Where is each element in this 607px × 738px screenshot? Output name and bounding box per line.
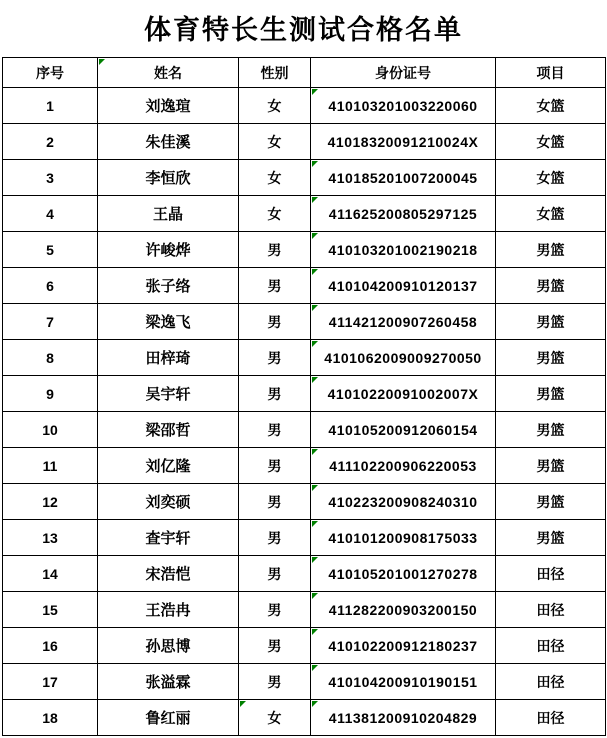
cell-event (496, 232, 606, 268)
cell-no (3, 88, 98, 124)
cell-id (311, 376, 496, 412)
cell-gender (239, 556, 311, 592)
cell-name-text: 许峻烨 (145, 242, 191, 259)
cell-no-text: 14 (42, 565, 58, 582)
cell-event (496, 628, 606, 664)
cell-name (98, 484, 239, 520)
cell-no (3, 484, 98, 520)
cell-name (98, 376, 239, 412)
header-name-label: 姓名 (154, 64, 182, 81)
cell-event (496, 304, 606, 340)
cell-gender (239, 448, 311, 484)
cell-event-text: 田径 (536, 601, 565, 618)
cell-id-text: 41010220091002007X (327, 385, 479, 402)
cell-id (311, 700, 496, 736)
cell-gender-text: 女 (267, 97, 282, 114)
green-triangle-icon (312, 305, 318, 311)
green-triangle-icon (312, 341, 318, 347)
cell-event-text: 男篮 (536, 385, 565, 402)
cell-no-text: 18 (42, 709, 58, 726)
cell-id (311, 160, 496, 196)
table-row (3, 304, 606, 340)
cell-gender-text: 女 (267, 205, 282, 222)
table-row (3, 412, 606, 448)
cell-no-text: 2 (46, 133, 54, 150)
cell-id-text: 4101062009009270050 (324, 349, 482, 366)
cell-name (98, 88, 239, 124)
table-row (3, 340, 606, 376)
green-triangle-icon (312, 629, 318, 635)
table-row (3, 88, 606, 124)
green-triangle-icon (312, 485, 318, 491)
cell-id-text: 411625200805297125 (328, 205, 478, 222)
cell-no-text: 5 (46, 241, 54, 258)
cell-no (3, 700, 98, 736)
cell-name (98, 412, 239, 448)
cell-name (98, 556, 239, 592)
header-gender-label: 性别 (260, 64, 289, 81)
cell-no-text: 13 (42, 529, 58, 546)
cell-gender-text: 男 (267, 457, 282, 474)
cell-gender (239, 376, 311, 412)
cell-event-text: 女篮 (536, 169, 565, 186)
cell-gender (239, 412, 311, 448)
cell-event (496, 520, 606, 556)
cell-name-text: 王浩冉 (145, 602, 191, 619)
table-row (3, 484, 606, 520)
cell-name (98, 304, 239, 340)
cell-event-text: 田径 (536, 709, 565, 726)
cell-gender-text: 男 (267, 601, 282, 618)
cell-no (3, 412, 98, 448)
cell-id (311, 88, 496, 124)
cell-no-text: 10 (42, 421, 58, 438)
cell-id-text: 410105200912060154 (328, 421, 478, 438)
cell-id-text: 410185201007200045 (328, 169, 478, 186)
table-row (3, 520, 606, 556)
cell-event (496, 448, 606, 484)
cell-name-text: 刘奕硕 (145, 494, 191, 511)
cell-no (3, 556, 98, 592)
cell-name-text: 朱佳溪 (145, 134, 191, 151)
cell-event-text: 田径 (536, 637, 565, 654)
cell-gender-text: 男 (267, 493, 282, 510)
cell-name (98, 160, 239, 196)
cell-id (311, 340, 496, 376)
cell-gender-text: 女 (267, 169, 282, 186)
cell-id-text: 410102200912180237 (328, 637, 478, 654)
cell-id (311, 268, 496, 304)
page-title: 体育特长生测试合格名单 (144, 15, 463, 45)
cell-name-text: 孙思博 (145, 638, 191, 655)
cell-gender (239, 196, 311, 232)
cell-event-text: 田径 (536, 673, 565, 690)
cell-event-text: 男篮 (536, 277, 565, 294)
cell-id-text: 411381200910204829 (328, 709, 478, 726)
green-triangle-icon (312, 269, 318, 275)
cell-no (3, 664, 98, 700)
cell-id (311, 520, 496, 556)
cell-id-text: 411282200903200150 (328, 601, 478, 618)
cell-event-text: 女篮 (536, 133, 565, 150)
table-row (3, 700, 606, 736)
cell-id (311, 628, 496, 664)
green-triangle-icon (312, 89, 318, 95)
cell-event-text: 男篮 (536, 457, 565, 474)
cell-no-text: 16 (42, 637, 58, 654)
cell-event-text: 男篮 (536, 349, 565, 366)
cell-gender (239, 628, 311, 664)
cell-event-text: 女篮 (536, 97, 565, 114)
table-row (3, 628, 606, 664)
cell-gender (239, 160, 311, 196)
cell-gender (239, 700, 311, 736)
green-triangle-icon (312, 701, 318, 707)
green-triangle-icon (312, 665, 318, 671)
roster-table (2, 57, 606, 736)
cell-no (3, 592, 98, 628)
header-name (98, 58, 239, 88)
cell-event (496, 268, 606, 304)
cell-id (311, 412, 496, 448)
cell-name (98, 520, 239, 556)
cell-name-text: 刘亿隆 (145, 458, 191, 475)
cell-gender-text: 男 (267, 637, 282, 654)
green-triangle-icon (312, 377, 318, 383)
cell-gender-text: 男 (267, 277, 282, 294)
cell-id (311, 556, 496, 592)
cell-name-text: 田梓琦 (145, 350, 191, 367)
cell-id-text: 410104200910120137 (328, 277, 478, 294)
cell-id-text: 41018320091210024X (327, 133, 479, 150)
cell-no-text: 15 (42, 601, 58, 618)
cell-event-text: 男篮 (536, 493, 565, 510)
green-triangle-icon (99, 59, 105, 65)
cell-gender-text: 男 (267, 421, 282, 438)
cell-event-text: 男篮 (536, 313, 565, 330)
cell-event-text: 男篮 (536, 421, 565, 438)
header-row (3, 58, 606, 88)
cell-event-text: 男篮 (536, 529, 565, 546)
cell-no-text: 8 (46, 349, 54, 366)
header-id (311, 58, 496, 88)
cell-name-text: 张子络 (145, 278, 191, 295)
table-row (3, 124, 606, 160)
cell-gender (239, 124, 311, 160)
cell-id (311, 304, 496, 340)
cell-no (3, 340, 98, 376)
cell-event (496, 592, 606, 628)
cell-name (98, 628, 239, 664)
cell-gender (239, 520, 311, 556)
cell-gender-text: 男 (267, 529, 282, 546)
green-triangle-icon (312, 593, 318, 599)
cell-name-text: 李恒欣 (145, 170, 191, 187)
cell-gender (239, 304, 311, 340)
cell-name-text: 梁邵哲 (145, 422, 191, 439)
cell-gender-text: 男 (267, 313, 282, 330)
cell-gender-text: 男 (267, 673, 282, 690)
cell-gender-text: 女 (267, 709, 282, 726)
cell-gender (239, 592, 311, 628)
green-triangle-icon (312, 449, 318, 455)
cell-gender (239, 88, 311, 124)
cell-name (98, 664, 239, 700)
cell-event (496, 196, 606, 232)
cell-gender-text: 男 (267, 565, 282, 582)
header-id-label: 身份证号 (375, 64, 431, 81)
cell-name-text: 梁逸飞 (145, 314, 191, 331)
cell-gender-text: 女 (267, 133, 282, 150)
header-event (496, 58, 606, 88)
cell-event (496, 412, 606, 448)
cell-event (496, 484, 606, 520)
cell-name (98, 232, 239, 268)
cell-gender (239, 232, 311, 268)
cell-id (311, 124, 496, 160)
cell-no (3, 268, 98, 304)
cell-id-text: 410103201003220060 (328, 97, 478, 114)
cell-event-text: 田径 (536, 565, 565, 582)
table-row (3, 196, 606, 232)
cell-name (98, 196, 239, 232)
table-row (3, 376, 606, 412)
cell-no (3, 196, 98, 232)
cell-id (311, 484, 496, 520)
header-no (3, 58, 98, 88)
cell-event-text: 男篮 (536, 241, 565, 258)
cell-no-text: 12 (42, 493, 58, 510)
cell-no-text: 11 (42, 457, 58, 474)
cell-name (98, 124, 239, 160)
cell-no (3, 124, 98, 160)
table-body (3, 88, 606, 736)
cell-name-text: 吴宇轩 (145, 386, 191, 403)
cell-gender (239, 664, 311, 700)
green-triangle-icon (312, 161, 318, 167)
green-triangle-icon (240, 701, 246, 707)
cell-id-text: 410103201002190218 (328, 241, 478, 258)
cell-gender-text: 男 (267, 385, 282, 402)
cell-event (496, 376, 606, 412)
cell-id (311, 448, 496, 484)
cell-name-text: 查宇轩 (145, 530, 191, 547)
cell-gender (239, 268, 311, 304)
cell-event (496, 700, 606, 736)
cell-no-text: 1 (46, 97, 54, 114)
cell-id-text: 411102200906220053 (329, 457, 477, 474)
green-triangle-icon (312, 233, 318, 239)
cell-no (3, 448, 98, 484)
header-event-label: 项目 (536, 64, 565, 81)
cell-event-text: 女篮 (536, 205, 565, 222)
table-row (3, 592, 606, 628)
cell-no-text: 7 (46, 313, 54, 330)
cell-event (496, 556, 606, 592)
cell-id-text: 410223200908240310 (328, 493, 478, 510)
cell-id-text: 410105201001270278 (328, 565, 478, 582)
cell-name-text: 刘逸瑄 (145, 98, 191, 115)
cell-id (311, 232, 496, 268)
cell-no-text: 3 (46, 169, 54, 186)
table-row (3, 556, 606, 592)
cell-id (311, 592, 496, 628)
cell-event (496, 340, 606, 376)
cell-name (98, 700, 239, 736)
cell-no-text: 6 (46, 277, 54, 294)
cell-id-text: 411421200907260458 (328, 313, 478, 330)
cell-name-text: 张溢霖 (145, 674, 191, 691)
cell-gender (239, 340, 311, 376)
cell-no (3, 304, 98, 340)
cell-no (3, 160, 98, 196)
cell-no-text: 9 (46, 385, 54, 402)
cell-name-text: 宋浩恺 (145, 566, 191, 583)
cell-event (496, 88, 606, 124)
cell-no (3, 520, 98, 556)
green-triangle-icon (312, 521, 318, 527)
table-row (3, 664, 606, 700)
cell-name (98, 448, 239, 484)
cell-gender-text: 男 (267, 349, 282, 366)
cell-no (3, 628, 98, 664)
cell-name-text: 鲁红丽 (145, 710, 191, 727)
cell-no (3, 376, 98, 412)
cell-name (98, 340, 239, 376)
cell-id-text: 410101200908175033 (328, 529, 478, 546)
cell-event (496, 664, 606, 700)
table-header (3, 58, 606, 88)
cell-no-text: 17 (42, 673, 58, 690)
cell-event (496, 160, 606, 196)
table-row (3, 268, 606, 304)
table-row (3, 160, 606, 196)
table-row (3, 448, 606, 484)
cell-gender (239, 484, 311, 520)
cell-name (98, 592, 239, 628)
green-triangle-icon (312, 557, 318, 563)
cell-event (496, 124, 606, 160)
cell-id (311, 664, 496, 700)
cell-name (98, 268, 239, 304)
header-no-label: 序号 (36, 64, 64, 81)
cell-id-text: 410104200910190151 (328, 673, 478, 690)
cell-no-text: 4 (46, 205, 54, 222)
cell-id (311, 196, 496, 232)
table-row (3, 232, 606, 268)
cell-no (3, 232, 98, 268)
cell-name-text: 王晶 (152, 206, 183, 223)
cell-gender-text: 男 (267, 241, 282, 258)
green-triangle-icon (312, 197, 318, 203)
header-gender (239, 58, 311, 88)
